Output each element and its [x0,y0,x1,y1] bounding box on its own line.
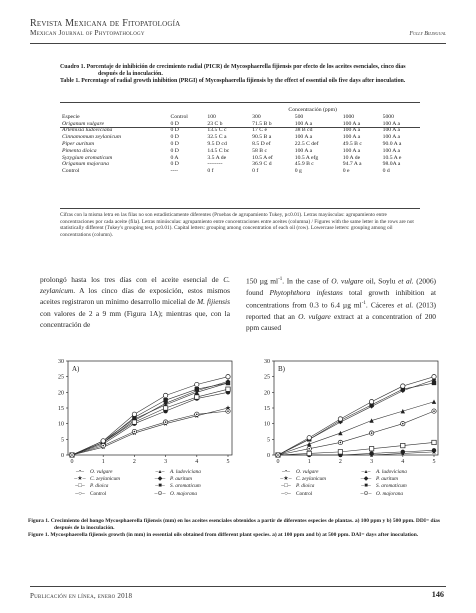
y-tick-label: 25 [264,374,270,381]
legend-marker-icon: –•– [281,469,291,475]
data-point [195,382,199,386]
table-row [60,161,420,168]
data-point-center [340,442,342,444]
table-caption-es-label: Cuadro 1. [60,64,86,70]
value-cell: 100 A a [342,134,361,141]
figure-caption-en [28,532,448,539]
y-tick-label: 25 [58,374,64,381]
legend-label: Control [90,490,107,497]
legend-b [278,469,438,498]
data-point-center [433,410,435,412]
legend-row [72,469,232,476]
data-point [195,395,199,399]
data-point-center [134,431,136,433]
figure-caption [28,518,448,539]
legend-label: Control [296,490,313,497]
legend-label: O. majorana [376,490,404,497]
figure-caption-es-label: Figura 1. [28,518,50,524]
legend-label: O. vulgare [296,469,319,475]
species-cell: Origanum majorana [62,161,109,168]
data-point-center [277,454,279,456]
series-line [278,452,434,455]
data-point [132,420,136,424]
value-cell: 90.5 B a [252,134,272,141]
figure-caption-es [28,518,448,532]
value-cell: 36.9 C d [252,161,272,168]
value-cell: 100 A a [342,127,361,134]
concentration-header: Concentración (ppm) [288,107,337,113]
legend-label: P. auritum [170,476,192,483]
data-point [369,447,373,451]
y-tick-label: 20 [58,390,64,397]
table-row [60,134,420,141]
legend-item [72,476,152,483]
legend-marker-icon: –■– [361,483,371,490]
y-tick-label: 15 [264,406,270,412]
x-tick-label: 0 [276,459,280,465]
x-tick-label: 5 [432,459,436,465]
italic-run: et al. [398,276,414,286]
value-cell: 10.5 A ef [252,154,273,161]
legend-item [278,476,358,483]
data-point-center [371,432,373,434]
text-run: extract at a concentration of 200 ppm caused [246,311,436,332]
data-point-center [102,445,104,447]
value-cell: 0 D [170,140,179,147]
value-cell: 0 D [170,134,179,141]
value-cell: 100 A a [382,127,400,134]
value-cell: 23 C b [207,120,223,127]
table-header-row-2 [60,114,420,121]
table-caption [60,64,420,86]
data-point [163,393,167,397]
italic-run: et al. [397,300,414,310]
legend-label: C. zeylanicum [296,476,327,483]
table-row [60,127,420,134]
value-cell: 0 D [170,120,179,127]
series-line [278,411,434,455]
figure-caption-es-text: Crecimiento del hongo Mycosphaerella fijiensis (mm) en los aceites esenciales obtenidos a partir de diferentes especies de plantas. a) 100 ppm y b) 500 ppm. DDI= días después de la inoculación. [50,518,441,531]
legend-marker-icon: –◆– [360,476,372,483]
data-point [132,412,136,416]
value-cell: 100 A a [294,147,313,154]
data-point [401,409,405,413]
series-line [278,402,434,455]
table-row [60,155,420,162]
italic-run: O. vulgare [331,276,364,286]
data-point [369,400,373,404]
superscript: -1 [361,300,366,306]
data-point [307,442,311,446]
chart-a [40,355,240,465]
value-cell: 100 A a [382,134,400,141]
legend-item [152,476,232,483]
species-header: Especie [62,113,80,120]
x-tick-label: 0 [70,459,74,465]
chart-b [246,355,446,465]
legend-marker-icon: –⊙– [154,490,166,497]
edition-label: Fully Bilingual [409,30,446,37]
data-point [401,443,405,447]
value-cell: 100 A a [294,120,313,127]
x-tick-label: 5 [226,459,230,465]
y-tick-label: 5 [267,437,270,444]
legend-label: C. zeylanicum [90,476,121,483]
legend-label: A. ludoviciana [170,469,201,475]
data-point [432,381,436,385]
text-run: prolongó hasta los tres días con el aceite esencial de [40,275,224,284]
text-run: M. fijiensis [196,297,230,307]
legend-label: S. aromaticum [376,483,407,490]
italic-run: O. vulgare [298,311,331,321]
text-run: con valores de 2 a 9 mm (Figura 1A); mientras que, con la concentración de [40,308,230,329]
legend-marker-icon: –□– [75,483,85,490]
column-header: 5000 [382,113,394,120]
data-point [338,431,342,435]
table-caption-es-text: Porcentaje de inhibición de crecimiento radial (PICR) de Mycosphaerella fijiensis por efecto de los aceites esenciales, cinco días después de la inoculación. [86,64,406,78]
x-tick-label: 3 [164,459,168,465]
value-cell: 10.5 A efg [294,154,319,161]
x-tick-label: 1 [307,459,311,465]
value-cell: 22.5 C def [294,140,319,147]
value-cell: 58 B c [252,147,267,154]
species-cell: Pimenta dioica [62,147,97,154]
y-tick-label: 10 [264,421,270,428]
footer-rule [30,586,446,587]
value-cell: -------- [207,161,223,168]
text-run: (2006) found [246,276,436,297]
table-note: Cifras con la misma letra en las filas no son estadísticamente diferentes (Pruebas de agrupamiento Tukey, p≤0.01). Letras mayúsculas: agrupamiento entre concentraciones por cada aceite (fila). Letras minúsculas: agrupamiento entre concentraciones entre aceites (columna) / Figures with the same letter in the rows are not statistically different (Tukey's grouping test, p≤0.01). Capital letters: grouping among concentration of each oil (row). Lowercase letters: grouping among oil concentrations (column). [60,212,414,238]
legend-row [278,483,438,490]
legend-marker-icon: –■– [155,483,165,490]
column-header: Control [170,113,188,120]
data-point-center [165,421,167,423]
data-point [338,417,342,421]
data-point [226,387,230,391]
legend-marker-icon: –▴– [361,469,371,475]
x-tick-label: 2 [338,459,342,465]
series-line [72,381,228,455]
legend-marker-icon: –★– [280,476,292,483]
chart-panel-b [246,355,446,465]
table-caption-es [60,64,420,78]
legend-marker-icon: –◆– [154,476,166,483]
text-run: oil, Soylu [363,276,399,286]
x-tick-label: 1 [101,459,105,465]
table-caption-en-label: Table 1. [60,78,80,85]
legend-marker-icon: –○– [75,490,85,497]
figure-caption-en-label: Figure 1. [28,531,49,538]
column-header: 100 [207,113,216,120]
text-run: 150 µg ml [246,276,279,286]
text-run: (2013) reported that an [246,300,437,321]
value-cell: 38 B cd [294,127,313,134]
header-rule [30,43,446,44]
y-tick-label: 5 [61,437,64,444]
species-cell: Cinnamomum zeylanicum [62,134,121,141]
legend-item [278,491,358,498]
value-cell: 0 f [207,168,214,175]
data-point [226,381,230,385]
value-cell: 90.0 A a [382,140,402,147]
value-cell: 100 A a [342,120,361,127]
body-right-text [246,274,436,333]
value-cell: 17 C e [252,127,267,134]
legend-item [278,483,358,490]
value-cell: 94.7 A a [342,161,362,168]
plot-frame [68,361,232,455]
value-cell: 49.5 B c [342,140,362,147]
legend-label: A. ludoviciana [376,469,407,475]
species-cell: Syzygium aromaticum [62,154,113,161]
legend-marker-icon: –⊙– [360,490,372,497]
x-tick-label: 4 [195,459,199,465]
data-point [338,450,342,454]
legend-item [72,491,152,498]
legend-label: P. dioica [90,483,109,490]
legend-item [152,469,232,476]
y-tick-label: 10 [58,421,64,428]
data-point [163,406,167,410]
legend-item [358,491,438,498]
text-run: . A los cinco días de exposición, estos mismos aceites registraron un mínimo desarrollo micelial de [40,286,230,307]
legend-row [72,483,232,490]
legend-label: P. auritum [376,476,398,483]
text-run: . In the case of [282,276,332,286]
y-tick-label: 30 [58,359,64,365]
legend-row [278,469,438,476]
species-cell: Origanum vulgare [62,120,104,127]
table-header-rule [60,127,420,128]
text-run: C. zeylanicum [40,275,230,296]
body-column-left [40,274,230,330]
x-tick-label: 4 [401,459,405,465]
legend-marker-icon: –★– [74,476,86,483]
legend-item [72,483,152,490]
value-cell: 0 f [252,168,259,175]
value-cell: 32.5 C a [207,134,227,141]
journal-title-es: Revista Mexicana de Fitopatología [30,18,181,29]
value-cell: ---- [170,168,179,175]
value-cell: 0 D [170,147,179,154]
value-cell: 100 A a [382,120,400,127]
legend-item [358,483,438,490]
data-point-center [402,423,404,425]
panel-label: A) [72,365,80,373]
data-point [401,384,405,388]
journal-title [30,20,180,37]
data-table [60,107,420,175]
table-bottom-rule [60,208,420,209]
x-tick-label: 2 [132,459,136,465]
series-line [72,389,228,455]
y-tick-label: 15 [58,406,64,412]
legend-marker-icon: –○– [281,490,291,497]
superscript: -1 [278,277,283,282]
text-run: . Cáceres [365,300,398,310]
journal-title-en: Mexican Journal of Phytopathology [30,28,145,37]
value-cell: 0 d [382,168,390,175]
data-point [226,374,230,378]
legend-item [152,491,232,498]
value-cell: 10.5 A e [382,154,402,161]
legend-label: O. vulgare [90,469,113,475]
text-run: total growth inhibition at concentrations from 0.3 to 6.4 µg ml [246,287,436,310]
legend-item [358,476,438,483]
value-cell: 0 g [294,168,302,175]
value-cell: 8.5 D ef [252,140,271,147]
table-row [60,168,420,175]
value-cell: 0 D [170,127,179,134]
legend-marker-icon: –□– [281,483,291,490]
table-header-empty [168,107,205,114]
table-caption-en-text: Percentage of radial growth inhibition (PRGI) of Mycosphaerella fijiensis by the effect of essential oils five days after inoculation. [81,78,406,85]
species-cell: Control [62,168,80,175]
value-cell: 71.5 B b [252,120,272,127]
panel-label: B) [278,365,285,373]
series-line [278,450,434,455]
legend-item [358,469,438,476]
column-header: 300 [252,113,261,120]
legend-item [152,483,232,490]
legend-row [72,476,232,483]
footer-edition: Publicación en línea, enero 2018 [30,592,133,600]
value-cell: 100 A a [342,147,361,154]
y-tick-label: 0 [61,453,64,459]
series-line [278,380,434,455]
column-header: 500 [294,113,304,120]
data-point-center [196,413,198,415]
value-cell: 13.5 C c [207,127,227,134]
legend-row [72,491,232,498]
value-cell: 14.5 C bc [207,147,230,154]
legend-row [278,491,438,498]
data-point [369,418,373,422]
species-cell: Artemisia ludoviciana [62,127,113,134]
figure-caption-en-text: Mycosphaerella fijiensis growth (in mm) in essential oils obtained from different plant species. a) at 100 ppm and b) at 500 ppm. DAI= days after inoculation. [50,531,419,538]
table-row [60,148,420,155]
series-line [278,383,434,455]
data-point [195,387,199,391]
data-point-center [227,410,229,412]
value-cell: 3.5 A de [207,154,227,161]
body-column-right [246,274,436,333]
table-caption-en [60,78,420,85]
table-header-row-1 [60,107,420,114]
column-header: 1000 [342,113,355,120]
data-point [432,440,436,444]
table-row [60,141,420,148]
table-top-rule [60,102,420,103]
value-cell: 98.0A a [382,161,401,168]
y-tick-label: 0 [267,453,270,459]
data-point [432,400,436,404]
legend-marker-icon: –•– [75,469,85,475]
value-cell: 9.5 D cd [207,140,227,147]
legend-label: O. majorana [170,490,198,497]
legend-label: S. aromaticum [170,483,201,490]
data-point [163,398,167,402]
value-cell: 0 D [170,161,179,168]
legend-a [72,469,232,498]
data-point [307,436,311,440]
value-cell: 0 e [342,168,350,175]
y-tick-label: 20 [264,390,270,397]
x-tick-label: 3 [370,459,374,465]
value-cell: 10 A de [342,154,361,161]
data-point [307,451,311,455]
italic-run: Phytophthora infestans [269,287,343,297]
value-cell: 0 A [170,154,179,161]
species-cell: Piper auritum [62,140,95,147]
legend-label: P. dioica [296,483,315,490]
legend-marker-icon: –▴– [155,469,165,475]
y-tick-label: 30 [264,359,270,365]
value-cell: 100 A a [294,134,313,141]
chart-panel-a [40,355,240,465]
value-cell: 45.9 B c [294,161,314,168]
data-point-center [71,454,73,456]
body-left-text [40,274,230,330]
page-number: 146 [431,590,444,599]
table-header-empty [60,107,168,114]
data-point-center [308,448,310,450]
data-point [101,439,105,443]
legend-row [278,476,438,483]
value-cell: 100 A a [382,147,400,154]
data-point [432,374,436,378]
